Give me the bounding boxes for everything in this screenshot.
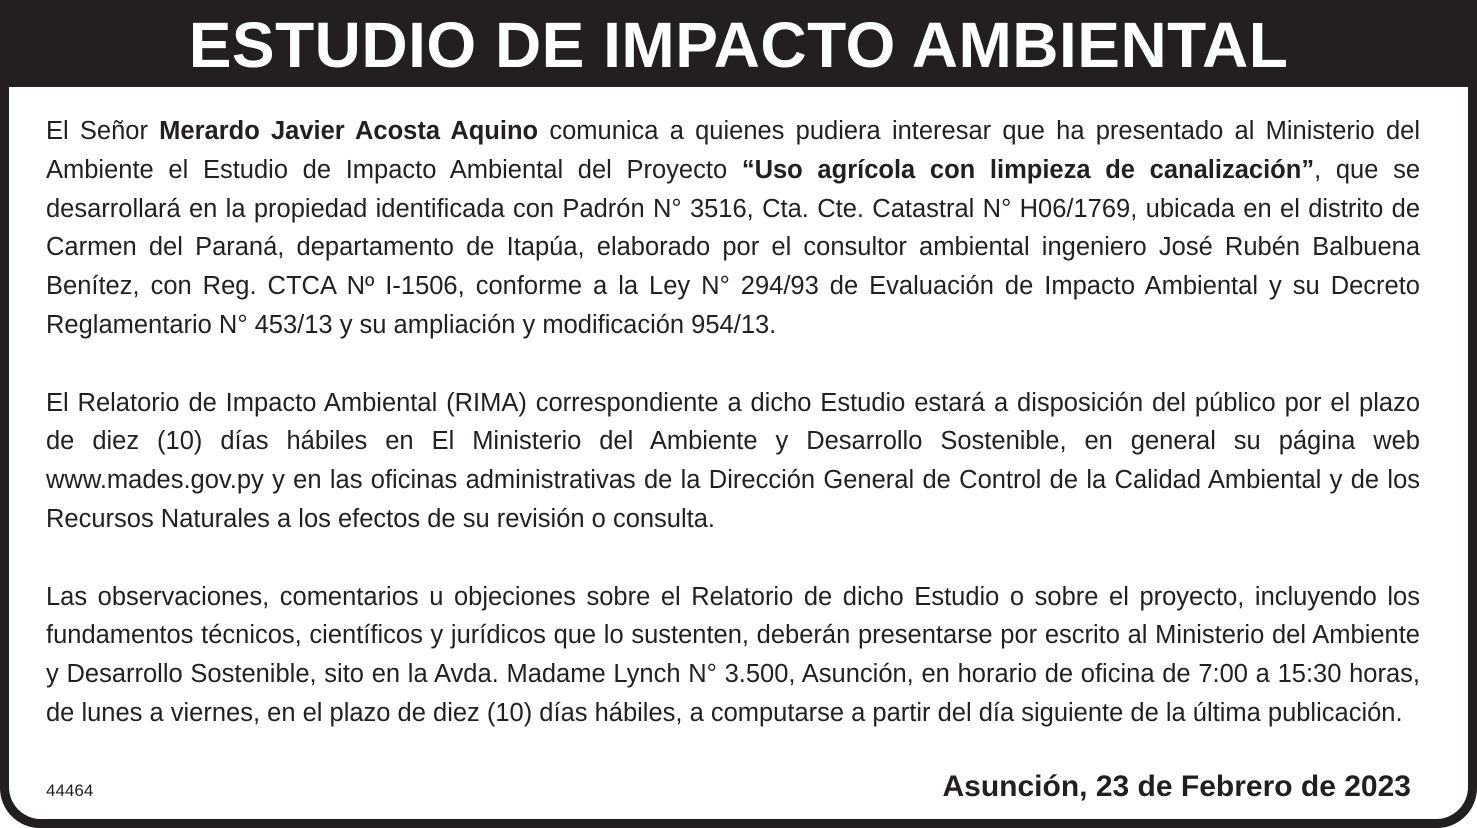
project-name: “Uso agrícola con limpieza de canalización” <box>741 155 1315 184</box>
place-and-date: Asunción, 23 de Febrero de 2023 <box>942 770 1411 803</box>
project-details-text: , que se desarrollará en la propiedad identificada con Padrón N° 3516, Cta. Cte. Catastral N° H06/1769, ubicada en el distrito de Carmen del Paraná, departamento de Itapúa, elaborado por el consultor ambiental ingeniero José Rubén Balbuena Benítez, con Reg. CTCA Nº I-1506, conforme a la Ley N° 294/93 de Evaluación de Impacto Ambiental y su Decreto Reglamentario N° 453/13 y su ampliación y modificación 954/13. <box>46 155 1421 339</box>
reference-code: 44464 <box>46 781 94 800</box>
intro-text: El Señor <box>46 117 160 145</box>
paragraph-observations: Las observaciones, comentarios u objeciones sobre el Relatorio de dicho Estudio o sobre el proyecto, incluyendo los fundamentos técnicos, científicos y jurídicos que lo sustenten, deberán presentarse por escrito al Ministerio del Ambiente y Desarrollo Sostenible, sito en la Avda. Madame Lynch N° 3.500, Asunción, en horario de oficina de 7:00 a 15:30 horas, de lunes a viernes, en el plazo de diez (10) días hábiles, a computarse a partir del día siguiente de la última publicación. <box>46 582 1420 727</box>
notice-footer <box>46 764 1420 804</box>
notice-title: ESTUDIO DE IMPACTO AMBIENTAL <box>188 8 1289 81</box>
paragraph-announcement <box>46 112 1420 345</box>
announcement-text: comunica a quienes pudiera interesar que ha presentado al Ministerio del Ambiente el Estudio de Impacto Ambiental del Proyecto <box>46 117 1420 184</box>
notice-body <box>9 87 1468 819</box>
applicant-name: Merardo Javier Acosta Aquino <box>159 117 539 145</box>
paragraph-availability: El Relatorio de Impacto Ambiental (RIMA) correspondiente a dicho Estudio estará a disposición del público por el plazo de diez (10) días hábiles en El Ministerio del Ambiente y Desarrollo Sostenible, en general su página web www.mades.gov.py y en las oficinas administrativas de la Dirección General de Control de la Calidad Ambiental y de los Recursos Naturales a los efectos de su revisión o consulta. <box>46 388 1420 533</box>
title-banner <box>9 0 1468 87</box>
